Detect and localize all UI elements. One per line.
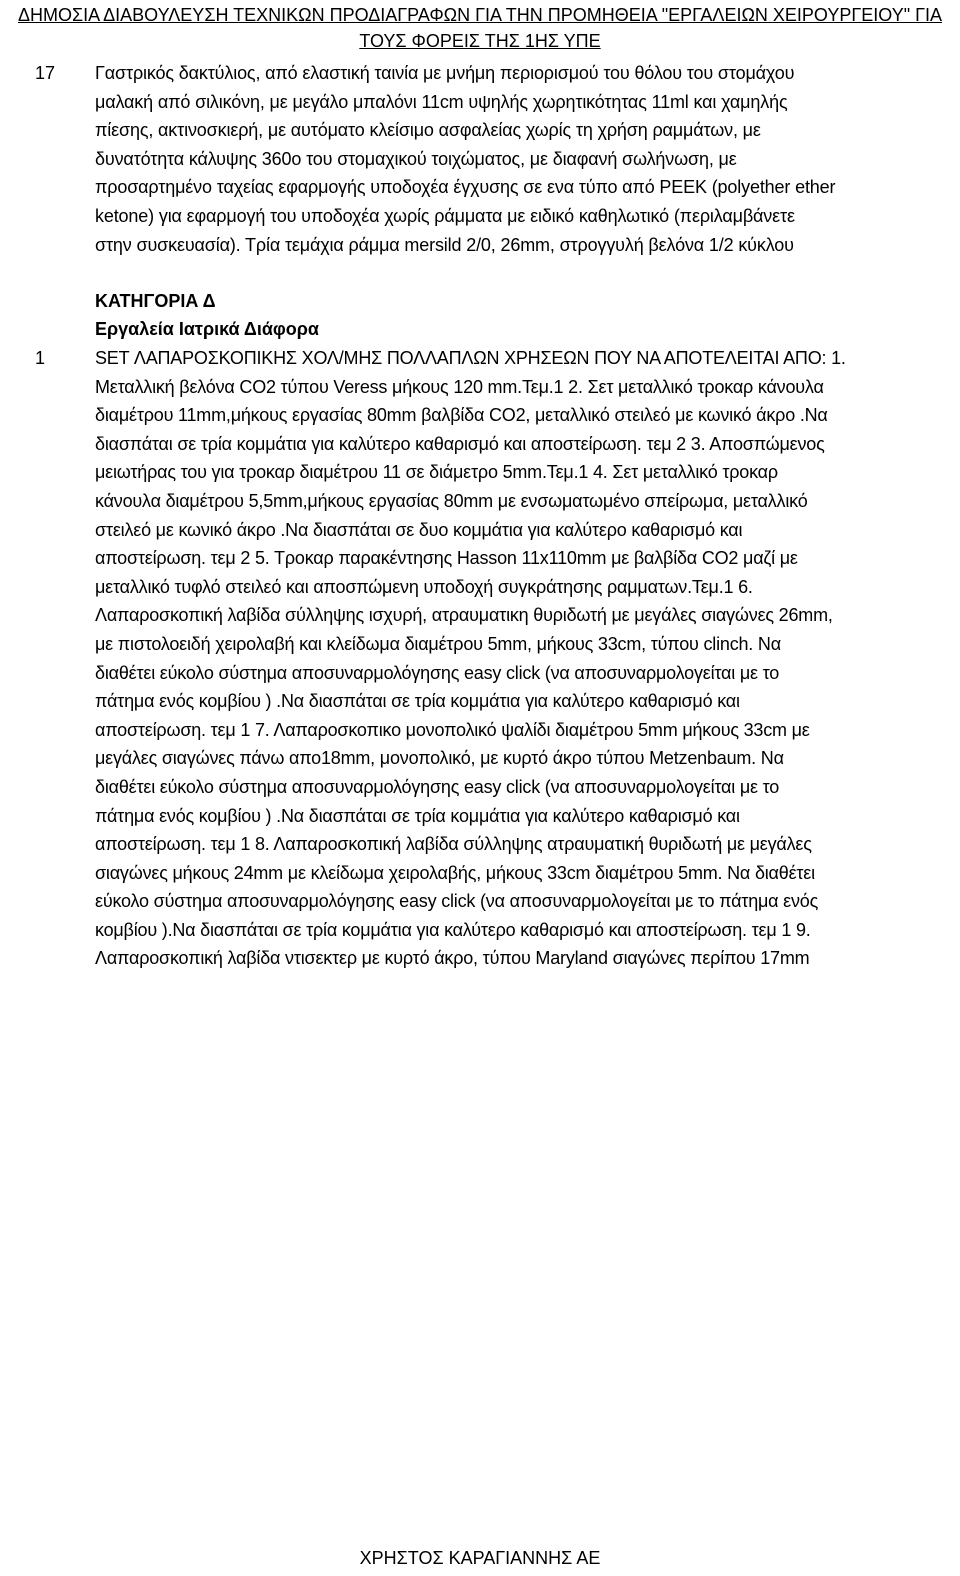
- description-line: στειλεό με κωνικό άκρο .Να διασπάται σε δυο κομμάτια για καλύτερο καθαρισμό και: [95, 519, 743, 540]
- description-line: Λαπαροσκοπική λαβίδα ντισεκτερ με κυρτό άκρο, τύπου Maryland σιαγώνες περίπου 17mm: [95, 948, 810, 969]
- description-line: μεγάλες σιαγώνες πάνω απο18mm, μονοπολικό, με κυρτό άκρο τύπου Metzenbaum. Να: [95, 748, 784, 769]
- description-line: μειωτήρας του για τροκαρ διαμέτρου 11 σε διάμετρο 5mm.Τεμ.1 4. Σετ μεταλλικό τροκαρ: [95, 462, 778, 483]
- description-line: διαθέτει εύκολο σύστημα αποσυναρμολόγησης easy click (να αποσυναρμολογείται με το: [95, 662, 780, 683]
- category-title: ΚΑΤΗΓΟΡΙΑ Δ: [95, 291, 216, 311]
- header-line-2: ΤΟΥΣ ΦΟΡΕΙΣ ΤΗΣ 1ΗΣ ΥΠΕ: [359, 31, 601, 51]
- description-line: στην συσκευασία). Τρία τεμάχια ράμμα mersild 2/0, 26mm, στρογγυλή βελόνα 1/2 κύκλου: [95, 234, 794, 255]
- document-header: [0, 2, 960, 54]
- description-line: SET ΛΑΠΑΡΟΣΚΟΠΙΚΗΣ ΧΟΛ/ΜΗΣ ΠΟΛΛΑΠΛΩΝ ΧΡΗΣΕΩΝ ΠΟΥ ΝΑ ΑΠΟΤΕΛΕΙΤΑΙ ΑΠΟ: 1.: [95, 348, 846, 368]
- description-line: αποστείρωση. τεμ 1 7. Λαπαροσκοπικο μονοπολικό ψαλίδι διαμέτρου 5mm μήκους 33cm με: [95, 719, 810, 740]
- description-line: αποστείρωση. τεμ 2 5. Τροκαρ παρακέντησης Hasson 11x110mm με βαλβίδα CO2 μαζί με: [95, 548, 798, 569]
- item-description: [95, 344, 940, 973]
- description-line: εύκολο σύστημα αποσυναρμολόγησης easy click (να αποσυναρμολογείται με το πάτημα ενός: [95, 891, 819, 912]
- description-line: προσαρτημένο ταχείας εφαρμογής υποδοχέα έγχυσης σε ενα τύπο από PEEK (polyether ether: [95, 177, 836, 198]
- description-line: Μεταλλική βελόνα CO2 τύπου Veress μήκους 120 mm.Τεμ.1 2. Σετ μεταλλικό τροκαρ κάνουλα: [95, 376, 824, 397]
- description-line: Γαστρικός δακτύλιος, από ελαστική ταινία με μνήμη περιορισμού του θόλου του στομάχου: [95, 63, 795, 83]
- description-line: κάνουλα διαμέτρου 5,5mm,μήκους εργασίας 80mm με ενσωματωμένο σπείρωμα, μεταλλικό: [95, 490, 808, 511]
- item-description: [95, 59, 940, 259]
- description-line: διαμέτρου 11mm,μήκους εργασίας 80mm βαλβίδα CO2, μεταλλικό στειλεό με κωνικό άκρο .Να: [95, 405, 828, 426]
- item-number: 1: [35, 348, 46, 368]
- description-line: σιαγώνες μήκους 24mm με κλείδωμα χειρολαβής, μήκους 33cm διαμέτρου 5mm. Να διαθέτει: [95, 862, 815, 883]
- description-line: με πιστολοειδή χειρολαβή και κλείδωμα διαμέτρου 5mm, μήκους 33cm, τύπου clinch. Να: [95, 633, 781, 654]
- description-line: μεταλλικό τυφλό στειλεό και αποσπώμενη υποδοχή συγκράτησης ραμματων.Τεμ.1 6.: [95, 576, 753, 597]
- description-line: διαθέτει εύκολο σύστημα αποσυναρμολόγησης easy click (να αποσυναρμολογείται με το: [95, 776, 780, 797]
- description-line: πίεσης, ακτινοσκιερή, με αυτόματο κλείσιμο ασφαλείας χωρίς τη χρήση ραμμάτων, με: [95, 120, 761, 141]
- description-line: διασπάται σε τρία κομμάτια για καλύτερο καθαρισμό και αποστείρωση. τεμ 2 3. Αποσπώμενος: [95, 433, 825, 454]
- description-line: κομβίου ).Να διασπάται σε τρία κομμάτια για καλύτερο καθαρισμό και αποστείρωση. τεμ 1 9.: [95, 919, 811, 940]
- document-footer: ΧΡΗΣΤΟΣ ΚΑΡΑΓΙΑΝΝΗΣ ΑΕ: [359, 1548, 601, 1568]
- item-number: 17: [35, 63, 56, 83]
- header-line-1: ΔΗΜΟΣΙΑ ΔΙΑΒΟΥΛΕΥΣΗ ΤΕΧΝΙΚΩΝ ΠΡΟΔΙΑΓΡΑΦΩΝ ΓΙΑ ΤΗΝ ΠΡΟΜΗΘΕΙΑ "ΕΡΓΑΛΕΙΩΝ ΧΕΙΡΟΥΡΓΕΙΟΥ" ΓΙΑ: [17, 5, 943, 25]
- description-line: δυνατότητα κάλυψης 360ο του στομαχικού τοιχώματος, με διαφανή σωλήνωση, με: [95, 148, 737, 169]
- description-line: μαλακή από σιλικόνη, με μεγάλο μπαλόνι 11cm υψηλής χωρητικότητας 11ml και χαμηλής: [95, 91, 788, 112]
- description-line: πάτημα ενός κομβίου ) .Να διασπάται σε τρία κομμάτια για καλύτερο καθαρισμό και: [95, 691, 740, 712]
- description-line: πάτημα ενός κομβίου ) .Να διασπάται σε τρία κομμάτια για καλύτερο καθαρισμό και: [95, 805, 740, 826]
- description-line: Λαπαροσκοπική λαβίδα σύλληψης ισχυρή, ατραυματικη θυριδωτή με μεγάλες σιαγώνες 26mm,: [95, 605, 833, 626]
- description-line: αποστείρωση. τεμ 1 8. Λαπαροσκοπική λαβίδα σύλληψης ατραυματική θυριδωτή με μεγάλες: [95, 834, 812, 855]
- category-subtitle: Εργαλεία Ιατρικά Διάφορα: [95, 319, 319, 339]
- description-line: ketone) για εφαρμογή του υποδοχέα χωρίς ράμματα με ειδικό καθηλωτικό (περιλαμβάνετε: [95, 205, 795, 226]
